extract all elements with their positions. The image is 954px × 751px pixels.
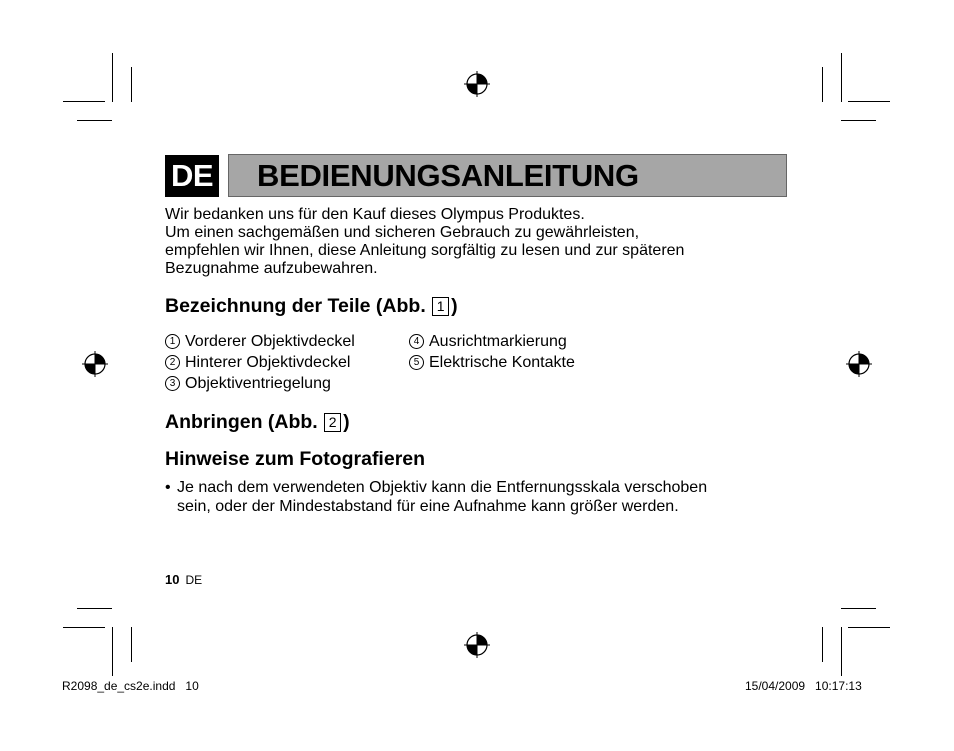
crop-mark (822, 67, 823, 102)
intro-line: Um einen sachgemäßen und sicheren Gebrauch zu gewährleisten, (165, 224, 640, 241)
heading-close: ) (451, 295, 458, 317)
section-heading-attach (165, 410, 350, 434)
parts-list-right (409, 331, 575, 373)
tips-line: Je nach dem verwendeten Objektiv kann die Entfernungsskala verschoben (177, 479, 708, 496)
item-label: Elektrische Kontakte (429, 354, 575, 371)
crop-mark (131, 67, 132, 102)
registration-mark-icon (845, 350, 873, 378)
heading-text: Anbringen (Abb. (165, 411, 318, 433)
title-bar (228, 154, 787, 197)
registration-mark-icon (463, 70, 491, 98)
item-label: Vorderer Objektivdeckel (185, 333, 355, 350)
crop-mark (841, 120, 876, 121)
crop-mark (131, 627, 132, 662)
list-item (409, 331, 575, 352)
item-number: 4 (409, 334, 424, 349)
intro-line: Wir bedanken uns für den Kauf dieses Olympus Produktes. (165, 206, 585, 223)
slug-filename: R2098_de_cs2e.indd 10 (62, 679, 199, 693)
language-badge: DE (165, 155, 219, 197)
crop-mark (77, 608, 112, 609)
intro-paragraph (165, 206, 684, 278)
item-number: 2 (165, 355, 180, 370)
section-heading-parts (165, 294, 458, 318)
crop-mark (63, 627, 105, 628)
slug-timestamp: 15/04/2009 10:17:13 (745, 679, 862, 693)
item-label: Hinterer Objektivdeckel (185, 354, 351, 371)
crop-mark (112, 53, 113, 102)
crop-mark (848, 101, 890, 102)
registration-mark-icon (81, 350, 109, 378)
item-number: 3 (165, 376, 180, 391)
list-item (165, 352, 355, 373)
intro-line: Bezugnahme aufzubewahren. (165, 260, 378, 277)
list-item (165, 331, 355, 352)
crop-mark (841, 608, 876, 609)
item-label: Objektiventriegelung (185, 375, 331, 392)
bullet-icon: • (165, 479, 171, 496)
page-footer (165, 572, 202, 587)
crop-mark (841, 53, 842, 102)
registration-mark-icon (463, 631, 491, 659)
crop-mark (77, 120, 112, 121)
page-number: 10 (165, 572, 180, 587)
item-label: Ausrichtmarkierung (429, 333, 567, 350)
list-item (165, 373, 355, 394)
tips-bullet (165, 478, 707, 516)
figure-ref: 1 (432, 297, 449, 316)
crop-mark (112, 627, 113, 676)
tips-line: sein, oder der Mindestabstand für eine Aufnahme kann größer werden. (177, 498, 679, 515)
parts-list-left (165, 331, 355, 394)
page-language: DE (185, 573, 203, 587)
page-title: BEDIENUNGSANLEITUNG (257, 158, 639, 193)
heading-close: ) (343, 411, 350, 433)
heading-text: Bezeichnung der Teile (Abb. (165, 295, 426, 317)
section-heading-tips: Hinweise zum Fotografieren (165, 448, 426, 470)
crop-mark (822, 627, 823, 662)
list-item (409, 352, 575, 373)
item-number: 1 (165, 334, 180, 349)
crop-mark (841, 627, 842, 676)
crop-mark (63, 101, 105, 102)
intro-line: empfehlen wir Ihnen, diese Anleitung sorgfältig zu lesen und zur späteren (165, 242, 685, 259)
item-number: 5 (409, 355, 424, 370)
figure-ref: 2 (324, 413, 341, 432)
crop-mark (848, 627, 890, 628)
